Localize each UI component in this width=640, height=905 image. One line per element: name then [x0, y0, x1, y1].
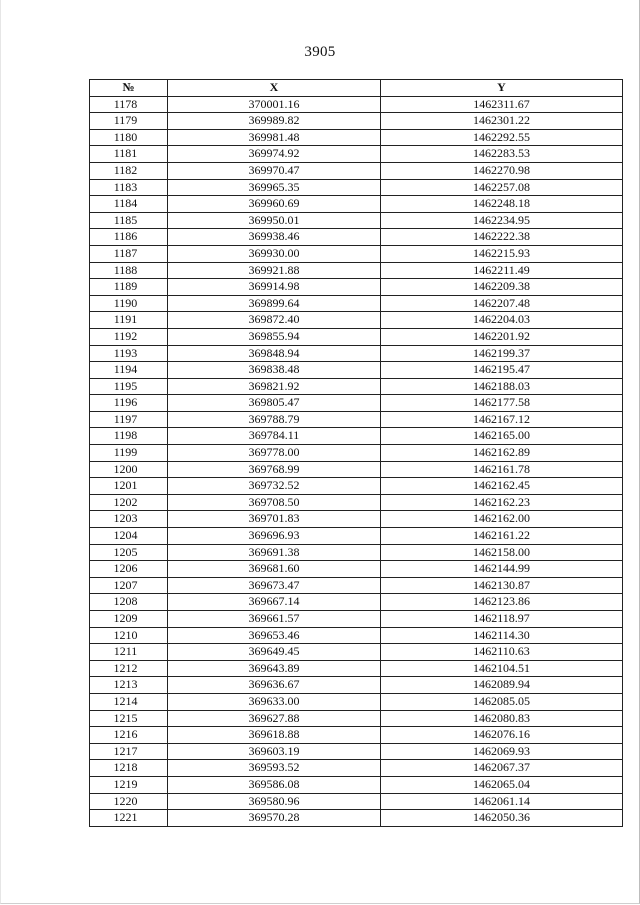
table-row	[90, 162, 623, 179]
point-number-cell: 1209	[90, 611, 168, 628]
table-row	[90, 494, 623, 511]
y-coordinate-cell: 1462211.49	[381, 262, 623, 279]
y-coordinate-cell: 1462199.37	[381, 345, 623, 362]
table-row	[90, 445, 623, 462]
x-coordinate-cell: 369981.48	[168, 129, 381, 146]
point-number-cell: 1220	[90, 793, 168, 810]
table-row	[90, 279, 623, 296]
x-coordinate-cell: 369643.89	[168, 660, 381, 677]
y-coordinate-cell: 1462161.22	[381, 528, 623, 545]
point-number-cell: 1185	[90, 212, 168, 229]
y-coordinate-cell: 1462234.95	[381, 212, 623, 229]
coordinates-table	[89, 79, 623, 827]
x-coordinate-cell: 369633.00	[168, 693, 381, 710]
y-coordinate-cell: 1462311.67	[381, 96, 623, 113]
point-number-cell: 1205	[90, 544, 168, 561]
x-coordinate-cell: 369681.60	[168, 561, 381, 578]
table-row	[90, 362, 623, 379]
point-number-cell: 1208	[90, 594, 168, 611]
x-coordinate-cell: 369580.96	[168, 793, 381, 810]
point-number-cell: 1197	[90, 411, 168, 428]
table-row	[90, 776, 623, 793]
point-number-cell: 1216	[90, 727, 168, 744]
x-coordinate-cell: 369970.47	[168, 162, 381, 179]
y-coordinate-cell: 1462104.51	[381, 660, 623, 677]
y-coordinate-cell: 1462201.92	[381, 328, 623, 345]
table-row	[90, 528, 623, 545]
point-number-cell: 1203	[90, 511, 168, 528]
point-number-cell: 1194	[90, 362, 168, 379]
x-coordinate-cell: 369950.01	[168, 212, 381, 229]
point-number-cell: 1184	[90, 196, 168, 213]
point-number-cell: 1204	[90, 528, 168, 545]
table-row	[90, 212, 623, 229]
point-number-cell: 1206	[90, 561, 168, 578]
y-coordinate-cell: 1462161.78	[381, 461, 623, 478]
table-row	[90, 611, 623, 628]
point-number-cell: 1181	[90, 146, 168, 163]
point-number-cell: 1186	[90, 229, 168, 246]
table-row	[90, 544, 623, 561]
y-coordinate-cell: 1462270.98	[381, 162, 623, 179]
y-coordinate-cell: 1462188.03	[381, 378, 623, 395]
x-coordinate-cell: 369653.46	[168, 627, 381, 644]
point-number-cell: 1210	[90, 627, 168, 644]
point-number-cell: 1207	[90, 577, 168, 594]
table-row	[90, 810, 623, 827]
y-coordinate-cell: 1462144.99	[381, 561, 623, 578]
y-coordinate-cell: 1462158.00	[381, 544, 623, 561]
table-row	[90, 627, 623, 644]
y-coordinate-cell: 1462130.87	[381, 577, 623, 594]
x-coordinate-cell: 369855.94	[168, 328, 381, 345]
table-row	[90, 245, 623, 262]
table-row	[90, 660, 623, 677]
y-coordinate-cell: 1462067.37	[381, 760, 623, 777]
x-coordinate-cell: 369930.00	[168, 245, 381, 262]
point-number-cell: 1201	[90, 478, 168, 495]
y-coordinate-cell: 1462209.38	[381, 279, 623, 296]
point-number-cell: 1198	[90, 428, 168, 445]
point-number-cell: 1215	[90, 710, 168, 727]
table-row	[90, 693, 623, 710]
table-row	[90, 594, 623, 611]
x-coordinate-cell: 369673.47	[168, 577, 381, 594]
point-number-cell: 1196	[90, 395, 168, 412]
y-coordinate-cell: 1462076.16	[381, 727, 623, 744]
x-coordinate-cell: 369768.99	[168, 461, 381, 478]
x-coordinate-cell: 369788.79	[168, 411, 381, 428]
header-row	[90, 80, 623, 97]
point-number-cell: 1183	[90, 179, 168, 196]
y-coordinate-cell: 1462257.08	[381, 179, 623, 196]
header-y: Y	[381, 80, 623, 97]
y-coordinate-cell: 1462165.00	[381, 428, 623, 445]
x-coordinate-cell: 369701.83	[168, 511, 381, 528]
y-coordinate-cell: 1462085.05	[381, 693, 623, 710]
point-number-cell: 1202	[90, 494, 168, 511]
x-coordinate-cell: 369586.08	[168, 776, 381, 793]
table-row	[90, 411, 623, 428]
x-coordinate-cell: 369965.35	[168, 179, 381, 196]
header-number: №	[90, 80, 168, 97]
y-coordinate-cell: 1462162.45	[381, 478, 623, 495]
point-number-cell: 1190	[90, 295, 168, 312]
y-coordinate-cell: 1462114.30	[381, 627, 623, 644]
y-coordinate-cell: 1462050.36	[381, 810, 623, 827]
x-coordinate-cell: 369872.40	[168, 312, 381, 329]
x-coordinate-cell: 369938.46	[168, 229, 381, 246]
point-number-cell: 1182	[90, 162, 168, 179]
y-coordinate-cell: 1462292.55	[381, 129, 623, 146]
table-row	[90, 760, 623, 777]
table-row	[90, 793, 623, 810]
y-coordinate-cell: 1462195.47	[381, 362, 623, 379]
table-row	[90, 229, 623, 246]
page-number: 3905	[304, 44, 336, 60]
x-coordinate-cell: 369708.50	[168, 494, 381, 511]
x-coordinate-cell: 369603.19	[168, 743, 381, 760]
table-row	[90, 677, 623, 694]
y-coordinate-cell: 1462162.00	[381, 511, 623, 528]
x-coordinate-cell: 369838.48	[168, 362, 381, 379]
table-row	[90, 743, 623, 760]
x-coordinate-cell: 369989.82	[168, 113, 381, 130]
table-row	[90, 295, 623, 312]
table-row	[90, 262, 623, 279]
point-number-cell: 1192	[90, 328, 168, 345]
table-row	[90, 511, 623, 528]
table-body	[90, 96, 623, 826]
table-row	[90, 428, 623, 445]
y-coordinate-cell: 1462162.23	[381, 494, 623, 511]
y-coordinate-cell: 1462089.94	[381, 677, 623, 694]
point-number-cell: 1195	[90, 378, 168, 395]
table-header	[90, 80, 623, 97]
y-coordinate-cell: 1462061.14	[381, 793, 623, 810]
y-coordinate-cell: 1462123.86	[381, 594, 623, 611]
point-number-cell: 1218	[90, 760, 168, 777]
point-number-cell: 1199	[90, 445, 168, 462]
y-coordinate-cell: 1462177.58	[381, 395, 623, 412]
point-number-cell: 1187	[90, 245, 168, 262]
x-coordinate-cell: 369636.67	[168, 677, 381, 694]
x-coordinate-cell: 369848.94	[168, 345, 381, 362]
table-row	[90, 395, 623, 412]
table-row	[90, 378, 623, 395]
table-row	[90, 644, 623, 661]
point-number-cell: 1188	[90, 262, 168, 279]
x-coordinate-cell: 369821.92	[168, 378, 381, 395]
y-coordinate-cell: 1462207.48	[381, 295, 623, 312]
x-coordinate-cell: 370001.16	[168, 96, 381, 113]
header-x: X	[168, 80, 381, 97]
point-number-cell: 1211	[90, 644, 168, 661]
y-coordinate-cell: 1462167.12	[381, 411, 623, 428]
y-coordinate-cell: 1462215.93	[381, 245, 623, 262]
point-number-cell: 1191	[90, 312, 168, 329]
x-coordinate-cell: 369593.52	[168, 760, 381, 777]
y-coordinate-cell: 1462248.18	[381, 196, 623, 213]
x-coordinate-cell: 369914.98	[168, 279, 381, 296]
point-number-cell: 1179	[90, 113, 168, 130]
x-coordinate-cell: 369570.28	[168, 810, 381, 827]
table-row	[90, 328, 623, 345]
y-coordinate-cell: 1462065.04	[381, 776, 623, 793]
y-coordinate-cell: 1462069.93	[381, 743, 623, 760]
table-row	[90, 196, 623, 213]
y-coordinate-cell: 1462204.03	[381, 312, 623, 329]
x-coordinate-cell: 369921.88	[168, 262, 381, 279]
point-number-cell: 1219	[90, 776, 168, 793]
point-number-cell: 1212	[90, 660, 168, 677]
point-number-cell: 1178	[90, 96, 168, 113]
table-row	[90, 561, 623, 578]
point-number-cell: 1217	[90, 743, 168, 760]
y-coordinate-cell: 1462222.38	[381, 229, 623, 246]
table-row	[90, 710, 623, 727]
table-row	[90, 345, 623, 362]
point-number-cell: 1180	[90, 129, 168, 146]
y-coordinate-cell: 1462283.53	[381, 146, 623, 163]
x-coordinate-cell: 369627.88	[168, 710, 381, 727]
x-coordinate-cell: 369661.57	[168, 611, 381, 628]
table-row	[90, 577, 623, 594]
x-coordinate-cell: 369805.47	[168, 395, 381, 412]
y-coordinate-cell: 1462301.22	[381, 113, 623, 130]
table-row	[90, 461, 623, 478]
table-row	[90, 146, 623, 163]
y-coordinate-cell: 1462118.97	[381, 611, 623, 628]
table-row	[90, 129, 623, 146]
table-row	[90, 113, 623, 130]
x-coordinate-cell: 369784.11	[168, 428, 381, 445]
point-number-cell: 1193	[90, 345, 168, 362]
point-number-cell: 1200	[90, 461, 168, 478]
x-coordinate-cell: 369960.69	[168, 196, 381, 213]
x-coordinate-cell: 369974.92	[168, 146, 381, 163]
table-row	[90, 96, 623, 113]
x-coordinate-cell: 369778.00	[168, 445, 381, 462]
y-coordinate-cell: 1462110.63	[381, 644, 623, 661]
table-row	[90, 727, 623, 744]
table-row	[90, 179, 623, 196]
x-coordinate-cell: 369696.93	[168, 528, 381, 545]
point-number-cell: 1213	[90, 677, 168, 694]
point-number-cell: 1189	[90, 279, 168, 296]
point-number-cell: 1214	[90, 693, 168, 710]
x-coordinate-cell: 369649.45	[168, 644, 381, 661]
x-coordinate-cell: 369618.88	[168, 727, 381, 744]
point-number-cell: 1221	[90, 810, 168, 827]
table-row	[90, 312, 623, 329]
y-coordinate-cell: 1462162.89	[381, 445, 623, 462]
x-coordinate-cell: 369732.52	[168, 478, 381, 495]
x-coordinate-cell: 369667.14	[168, 594, 381, 611]
x-coordinate-cell: 369691.38	[168, 544, 381, 561]
table-row	[90, 478, 623, 495]
y-coordinate-cell: 1462080.83	[381, 710, 623, 727]
x-coordinate-cell: 369899.64	[168, 295, 381, 312]
